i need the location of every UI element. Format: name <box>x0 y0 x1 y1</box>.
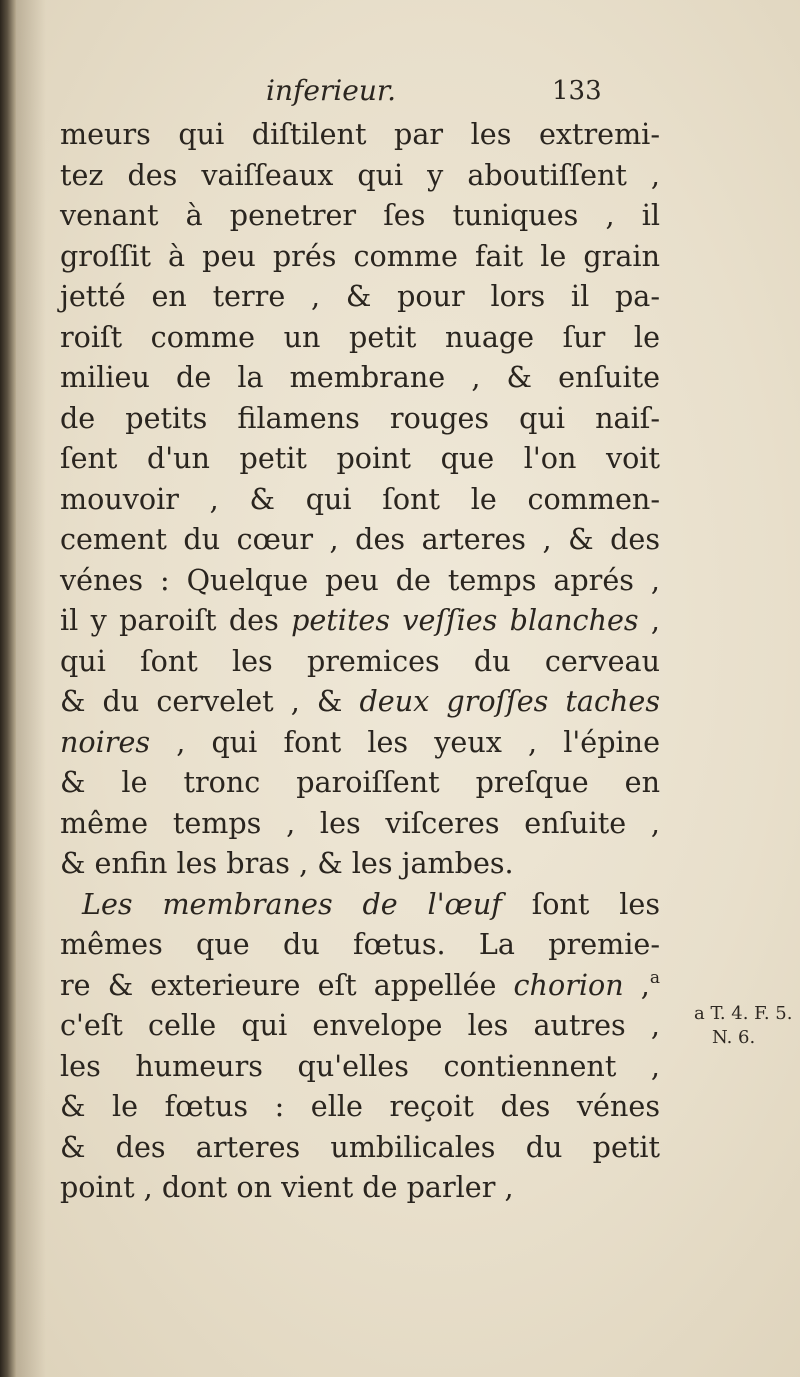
footnote-reference: a <box>649 967 660 988</box>
text-line <box>60 681 660 722</box>
text-segment: , qui font les yeux , l'épine <box>150 724 660 759</box>
running-title: inferieur. <box>266 74 397 107</box>
text-line: & le fœtus : elle reçoit des vénes <box>60 1089 660 1123</box>
text-line: vénes : Quelque peu de temps aprés , <box>60 562 660 597</box>
page-number: 133 <box>552 76 602 106</box>
text-line <box>60 965 660 1006</box>
body-text <box>60 114 660 1208</box>
text-line: c'eſt celle qui envelope les autres , <box>60 1008 660 1042</box>
text-line: milieu de la membrane , & enſuite <box>60 360 660 394</box>
text-line: qui ſont les premices du cerveau <box>60 643 660 678</box>
text-line: mouvoir , & qui ſont le commen- <box>60 481 660 516</box>
text-line: ſent d'un petit point que l'on voit <box>60 441 660 475</box>
italic-phrase: petites veſſies blanches <box>291 603 639 637</box>
marginal-note-line: a T. 4. F. 5. <box>694 1003 793 1024</box>
text-line: venant à penetrer ſes tuniques , il <box>60 198 660 232</box>
binding-gutter <box>0 0 16 1377</box>
text-line: même temps , les viſceres enſuite , <box>60 805 660 840</box>
text-line: groſſit à peu prés comme fait le grain <box>60 238 660 273</box>
text-line: & enfin les bras , & les jambes. <box>60 846 514 880</box>
marginal-note-line: N. 6. <box>712 1027 756 1048</box>
italic-phrase: noires <box>60 724 151 759</box>
text-segment: , <box>638 603 661 637</box>
page-header <box>0 74 800 114</box>
text-segment: re & exterieure eſt appellée <box>60 967 514 1002</box>
text-line: cement du cœur , des arteres , & des <box>60 522 660 556</box>
text-line: point , dont on vient de parler , <box>60 1170 514 1204</box>
text-line: tez des vaiſſeaux qui y aboutiſſent , <box>60 157 660 192</box>
text-segment: , <box>623 967 650 1002</box>
marginal-note <box>694 1002 792 1050</box>
text-line <box>60 884 660 925</box>
text-line: jetté en terre , & pour lors il pa- <box>60 279 660 313</box>
text-segment: ſont les <box>501 886 660 921</box>
gutter-shadow <box>16 0 46 1377</box>
text-line: les humeurs qu'elles contiennent , <box>60 1048 660 1083</box>
italic-phrase: chorion <box>513 967 624 1002</box>
text-line: mêmes que du fœtus. La premie- <box>60 927 660 961</box>
text-line: de petits filamens rouges qui naiſ- <box>60 400 660 435</box>
text-segment: & du cervelet , & <box>60 684 360 718</box>
text-line: meurs qui diſtilent par les extremi- <box>60 117 660 151</box>
text-line <box>60 600 660 641</box>
text-line: roiſt comme un petit nuage ſur le <box>60 319 660 354</box>
text-line: & des arteres umbilicales du petit <box>60 1129 660 1164</box>
italic-phrase: Les membranes de l'œuf <box>82 886 502 921</box>
italic-phrase: deux groſſes taches <box>359 684 660 718</box>
text-line: & le tronc paroiſſent preſque en <box>60 765 660 799</box>
text-line <box>60 722 660 763</box>
text-segment: il y paroiſt des <box>60 603 292 637</box>
